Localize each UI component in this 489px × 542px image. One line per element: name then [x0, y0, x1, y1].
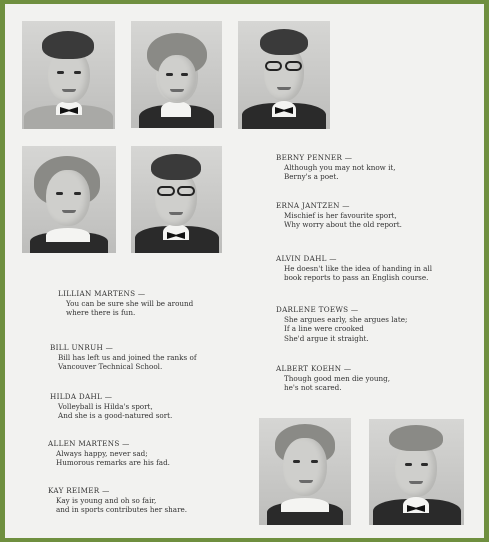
verse-line: he's not scared.	[284, 383, 342, 393]
portrait-photo	[22, 21, 115, 129]
portrait-photo	[131, 21, 222, 128]
verse-line: Bill has left us and joined the ranks of	[58, 352, 197, 362]
verse-line: Though good men die young,	[284, 373, 390, 383]
student-name: DARLENE TOEWS —	[276, 305, 359, 314]
verse-line: You can be sure she will be around	[66, 298, 194, 308]
student-entry	[276, 305, 407, 343]
portrait-photo	[131, 146, 222, 253]
portrait-photo	[238, 21, 330, 129]
student-entry	[276, 201, 402, 230]
student-entry	[48, 439, 170, 468]
verse-line: Kay is young and oh so fair,	[56, 495, 157, 505]
portrait-photo	[369, 419, 464, 525]
verse-line: Why worry about the old report.	[284, 220, 402, 230]
verse-line: She argues early, she argues late;	[284, 314, 408, 324]
verse-line: Vancouver Technical School.	[58, 362, 163, 372]
student-name: ALVIN DAHL —	[276, 254, 337, 263]
verse-line: She'd argue it straight.	[284, 333, 369, 343]
verse-line: where there is fun.	[66, 308, 136, 318]
verse-line: book reports to pass an English course.	[284, 273, 429, 283]
student-entry	[58, 289, 193, 318]
portrait-photo	[22, 146, 116, 253]
student-name: ALLEN MARTENS —	[48, 439, 130, 448]
student-name: BILL UNRUH —	[50, 343, 114, 352]
student-name: LILLIAN MARTENS —	[58, 289, 146, 298]
verse-line: Humorous remarks are his fad.	[56, 458, 170, 468]
student-entry	[48, 486, 187, 515]
verse-line: He doesn't like the idea of handing in all	[284, 263, 433, 273]
student-entry	[50, 392, 172, 421]
student-entry	[50, 343, 196, 372]
verse-line: If a line were crooked	[284, 324, 364, 334]
verse-line: Volleyball is Hilda's sport,	[58, 401, 153, 411]
student-name: ERNA JANTZEN —	[276, 201, 350, 210]
verse-line: Mischief is her favourite sport,	[284, 210, 397, 220]
student-entry	[276, 364, 390, 393]
verse-line: And she is a good-natured sort.	[58, 411, 173, 421]
student-entry	[276, 153, 396, 182]
yearbook-page	[5, 4, 484, 538]
verse-line: Berny's a poet.	[284, 172, 339, 182]
student-name: HILDA DAHL —	[50, 392, 113, 401]
verse-line: Although you may not know it,	[284, 162, 396, 172]
verse-line: Always happy, never sad;	[56, 448, 148, 458]
student-name: ALBERT KOEHN —	[276, 364, 352, 373]
student-entry	[276, 254, 432, 283]
portrait-photo	[259, 418, 351, 525]
student-name: KAY REIMER —	[48, 486, 110, 495]
verse-line: and in sports contributes her share.	[56, 505, 188, 515]
student-name: BERNY PENNER —	[276, 153, 353, 162]
